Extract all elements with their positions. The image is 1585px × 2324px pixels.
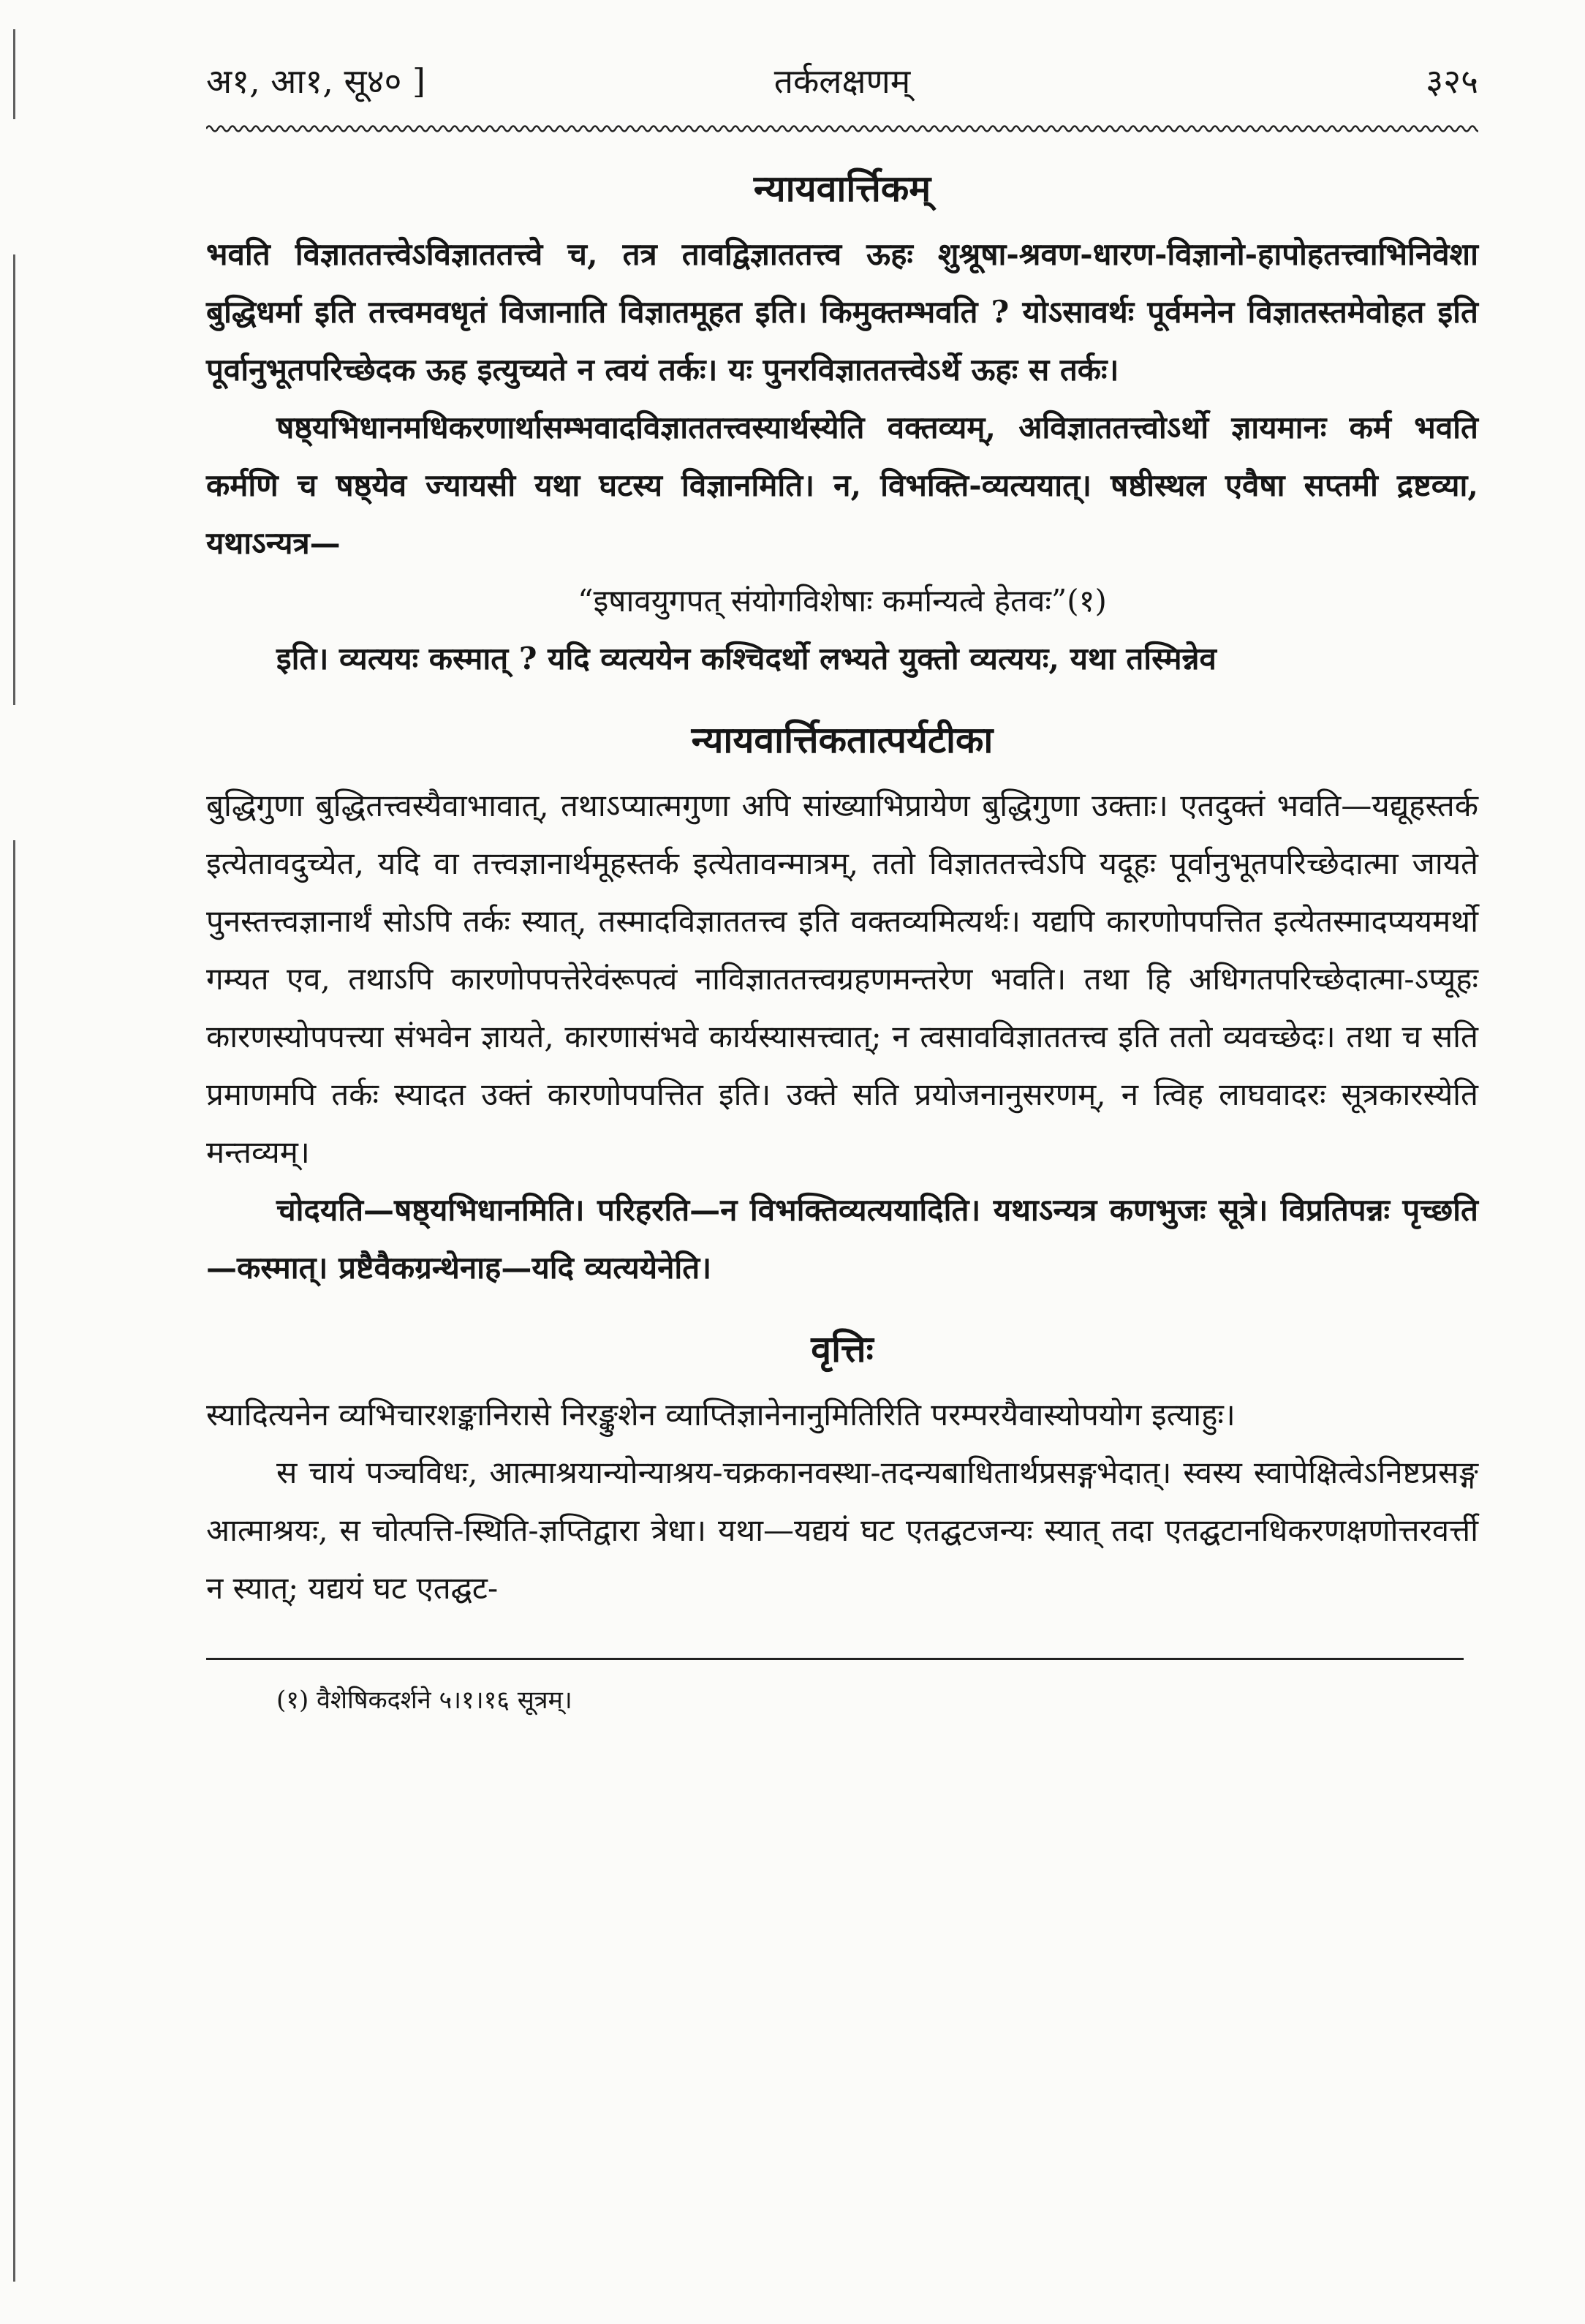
quoted-sutra: “इषावयुगपत् संयोगविशेषाः कर्मान्यत्वे हेतवः”(१): [578, 583, 1107, 619]
header-reference: अ१, आ१, सू४० ]: [206, 61, 425, 101]
header-title: तर्कलक्षणम्: [773, 61, 911, 101]
section-heading-tika: न्यायवार्त्तिकतात्पर्यटीका: [691, 718, 994, 761]
tika-paragraph-2: चोदयति—षष्ठ्यभिधानमिति। परिहरति—न विभक्तिव्यत्ययादिति। यथाऽन्यत्र कणभुजः सूत्रे। विप्रतिपन्नः पृच्छति—कस्मात्। प्रष्टैवैकग्रन्थेनाह—यदि व्यत्ययेनेति।: [206, 1192, 1478, 1286]
book-page: [206, 44, 1478, 1716]
vritti-paragraph-1: स्यादित्यनेन व्यभिचारशङ्कानिरासे निरङ्कुशेन व्याप्तिज्ञानेनानुमितिरिति परम्परयैवास्योपयोग इत्याहुः।: [206, 1397, 1236, 1433]
running-header: [206, 44, 1478, 117]
footnote: (१) वैशेषिकदर्शने ५।१।१६ सूत्रम्।: [276, 1686, 572, 1715]
page-number: ३२५: [1426, 61, 1478, 101]
wavy-rule: [206, 121, 1478, 136]
vritti-paragraph-2: स चायं पञ्चविधः, आत्माश्रयान्योन्याश्रय-चक्रकानवस्था-तदन्यबाधितार्थप्रसङ्गभेदात्। स्वस्य स्वापेक्षित्वेऽनिष्टप्रसङ्ग आत्माश्रयः, स चोत्पत्ति-स्थिति-ज्ञप्तिद्वारा त्रेधा। यथा—यद्ययं घट एतद्घटजन्यः स्यात् तदा एतद्घटानधिकरणक्षणोत्तरवर्त्ती न स्यात्; यद्ययं घट एतद्घट-: [206, 1455, 1478, 1606]
footnote-separator: [206, 1658, 1464, 1660]
vartika-paragraph-3: इति। व्यत्ययः कस्मात् ? यदि व्यत्ययेन कश्चिदर्थो लभ्यते युक्तो व्यत्ययः, यथा तस्मिन्नेव: [276, 641, 1217, 676]
binding-edge: [13, 29, 15, 2282]
tika-paragraph-1: बुद्धिगुणा बुद्धितत्त्वस्यैवाभावात्, तथाऽप्यात्मगुणा अपि सांख्याभिप्रायेण बुद्धिगुणा उक्ताः। एतदुक्तं भवति—यद्यूहस्तर्क इत्येतावदुच्येत, यदि वा तत्त्वज्ञानार्थमूहस्तर्क इत्येतावन्मात्रम्, ततो विज्ञाततत्त्वेऽपि यदूहः पूर्वानुभूतपरिच्छेदात्मा जायते पुनस्तत्त्वज्ञानार्थं सोऽपि तर्कः स्यात्, तस्मादविज्ञाततत्त्व इति वक्तव्यमित्यर्थः। यद्यपि कारणोपपत्तित इत्येतस्मादप्ययमर्थो गम्यत एव, तथाऽपि कारणोपपत्तेरेवंरूपत्वं नाविज्ञाततत्त्वग्रहणमन्तरेण भवति। तथा हि अधिगतपरिच्छेदात्मा-ऽप्यूहः कारणस्योपपत्त्या संभवेन ज्ञायते, कारणासंभवे कार्यस्यासत्त्वात्; न त्वसावविज्ञाततत्त्व इति ततो व्यवच्छेदः। तथा च सति प्रमाणमपि तर्कः स्यादत उक्तं कारणोपपत्तित इति। उक्ते सति प्रयोजनानुसरणम्, न त्विह लाघवादरः सूत्रकारस्येति मन्तव्यम्।: [206, 788, 1478, 1170]
section-heading-vritti: वृत्तिः: [811, 1327, 874, 1370]
vartika-paragraph-2: षष्ठ्यभिधानमधिकरणार्थासम्भवादविज्ञाततत्त्वस्यार्थस्येति वक्तव्यम्, अविज्ञाततत्त्वोऽर्थो ज्ञायमानः कर्म भवति कर्मणि च षष्ठ्येव ज्यायसी यथा घटस्य विज्ञानमिति। न, विभक्ति-व्यत्ययात्। षष्ठीस्थल एवैषा सप्तमी द्रष्टव्या, यथाऽन्यत्र—: [206, 410, 1478, 561]
section-heading-vartika: न्यायवार्त्तिकम्: [753, 167, 931, 210]
vartika-paragraph-1: भवति विज्ञाततत्त्वेऽविज्ञाततत्त्वे च, तत्र तावद्विज्ञाततत्त्व ऊहः शुश्रूषा-श्रवण-धारण-विज्ञानो-हापोहतत्त्वाभिनिवेशा बुद्धिधर्मा इति तत्त्वमवधृतं विजानाति विज्ञातमूहत इति। किमुक्तम्भवति ? योऽसावर्थः पूर्वमनेन विज्ञातस्तमेवोहत इति पूर्वानुभूतपरिच्छेदक ऊह इत्युच्यते न त्वयं तर्कः। यः पुनरविज्ञाततत्त्वेऽर्थे ऊहः स तर्कः।: [206, 236, 1478, 388]
